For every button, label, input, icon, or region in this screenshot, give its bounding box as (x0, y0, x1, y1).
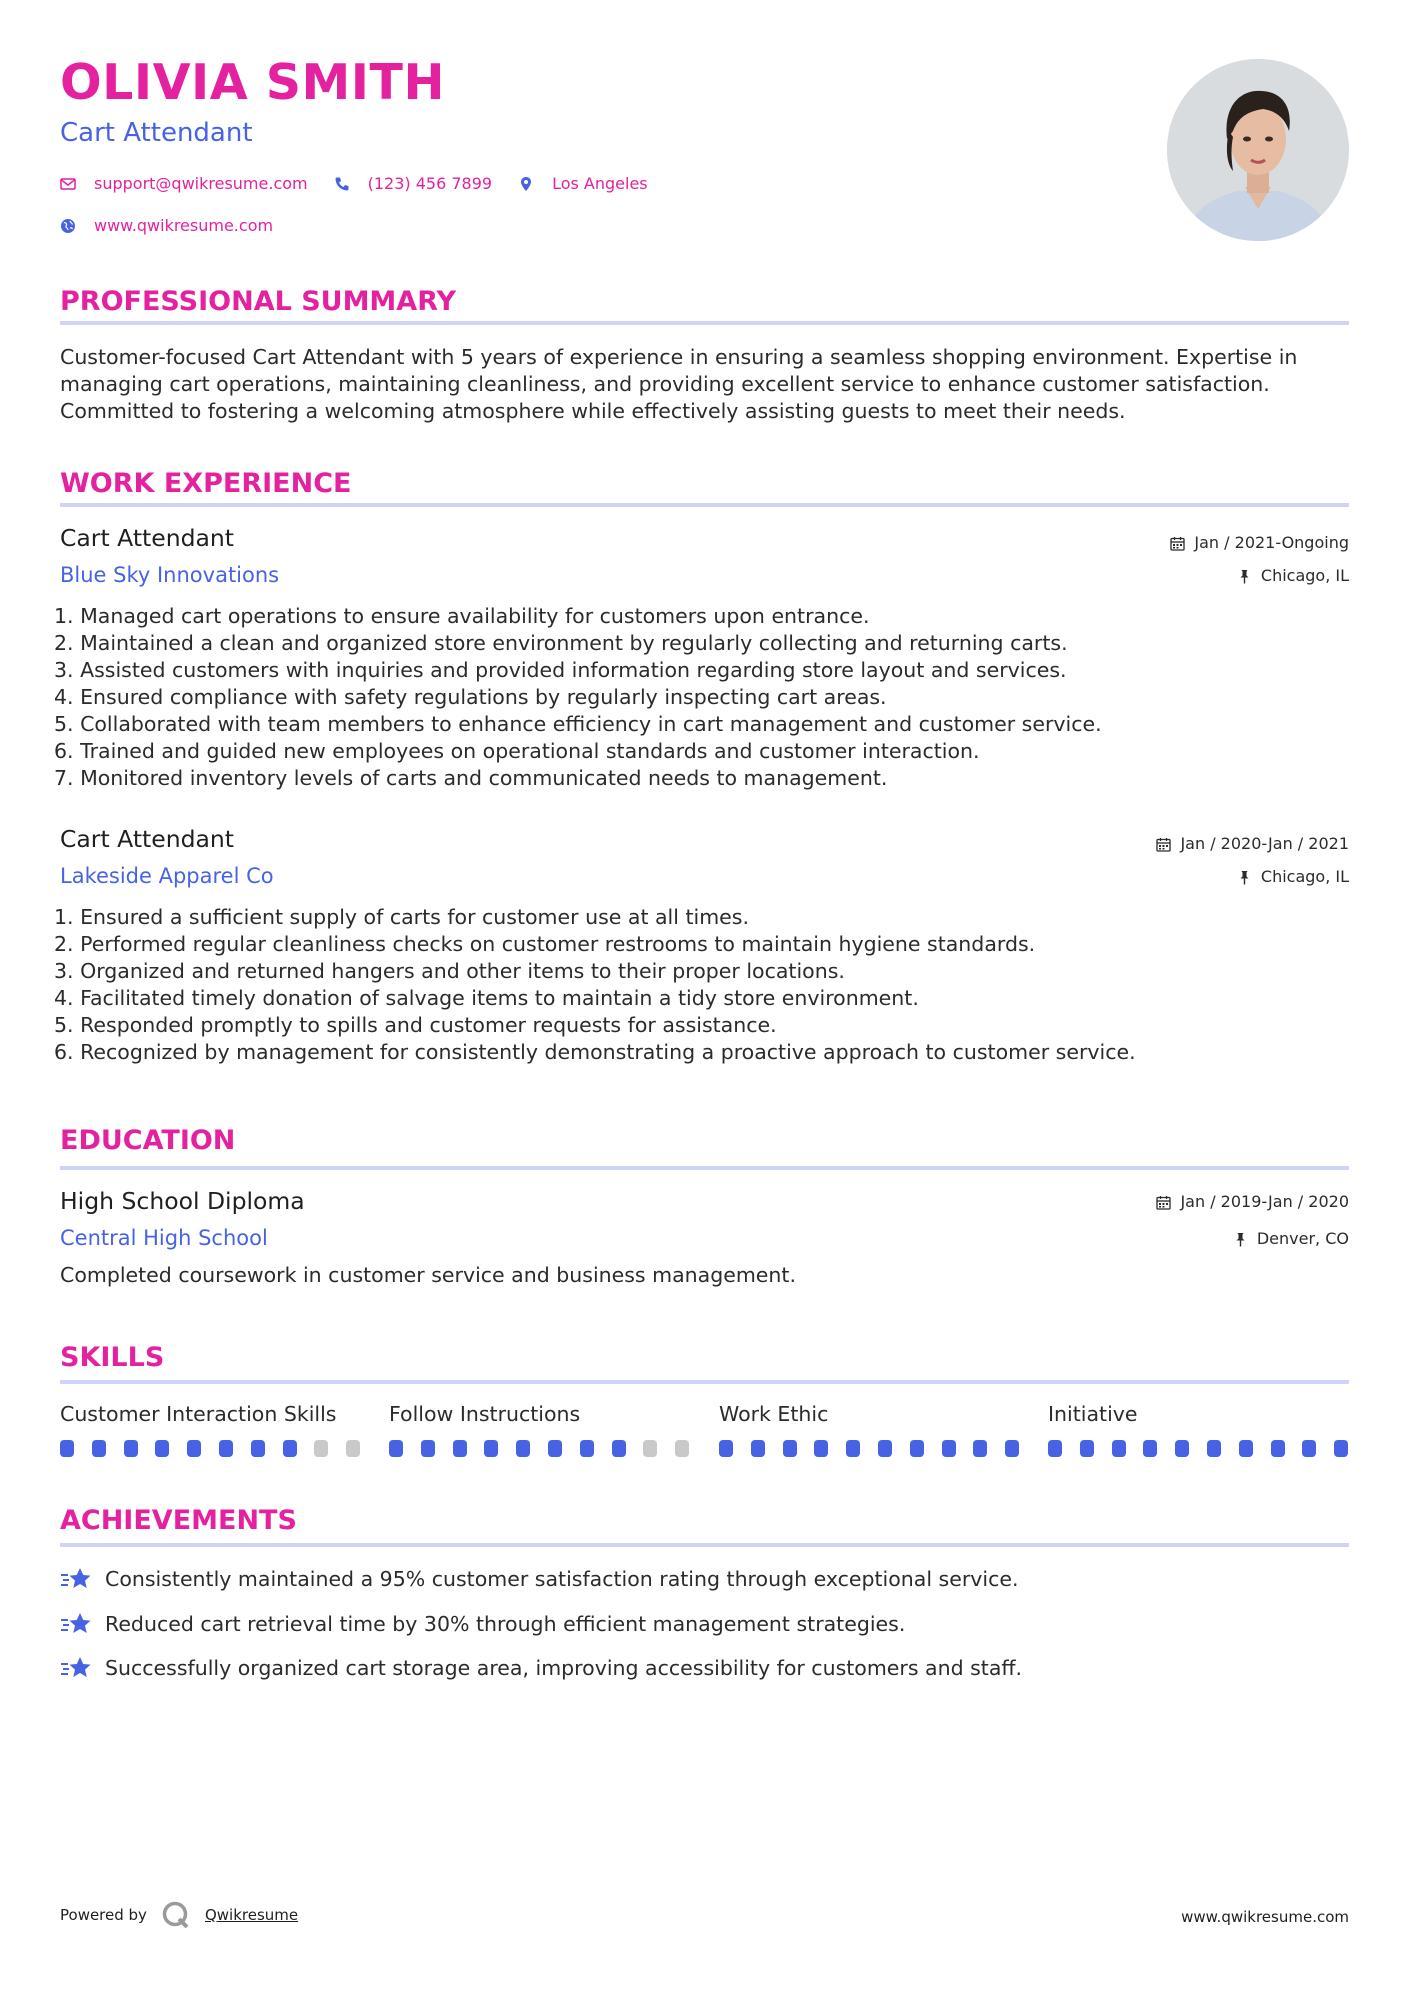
list-item: 5. Collaborated with team members to enhance efficiency in cart management and customer service. (54, 712, 1102, 736)
rating-dot-filled (1207, 1440, 1221, 1457)
skill-rating (1048, 1440, 1366, 1457)
skill-item (60, 1404, 360, 1425)
skill-item (1048, 1404, 1348, 1425)
achievements-heading: ACHIEVEMENTS (60, 1505, 297, 1536)
summary-line: Committed to fostering a welcoming atmosphere while effectively assisting guests to meet their needs. (60, 399, 1126, 423)
experience-heading: WORK EXPERIENCE (60, 468, 352, 499)
job-dates-text: Jan / 2020-Jan / 2021 (1180, 834, 1349, 853)
footer-powered-by (60, 1900, 298, 1930)
star-badge-icon (60, 1655, 92, 1681)
contact-row (60, 174, 674, 193)
summary-text (60, 344, 1355, 425)
brand-link[interactable]: Qwikresume (204, 1906, 299, 1924)
education-location (1233, 1231, 1349, 1247)
job-company: Blue Sky Innovations (60, 563, 280, 587)
star-badge-icon (60, 1566, 92, 1592)
profile-photo (1167, 59, 1349, 241)
rating-dot-filled (1302, 1440, 1316, 1457)
rating-dot-filled (783, 1440, 797, 1457)
rating-dot-filled (1239, 1440, 1253, 1457)
rating-dot-filled (60, 1440, 74, 1457)
website-text: www.qwikresume.com (94, 216, 274, 235)
contact-location (518, 174, 648, 193)
job-dates (1156, 836, 1349, 852)
school-name: Central High School (60, 1226, 268, 1250)
rating-dot-filled (1271, 1440, 1285, 1457)
rating-dot-filled (719, 1440, 733, 1457)
skill-rating (389, 1440, 707, 1457)
candidate-role: Cart Attendant (60, 118, 253, 148)
rating-dot-filled (389, 1440, 403, 1457)
rating-dot-filled (910, 1440, 924, 1457)
achievement-item (60, 1655, 1022, 1681)
rating-dot-filled (846, 1440, 860, 1457)
rating-dot-empty (314, 1440, 328, 1457)
achievement-text: Reduced cart retrieval time by 30% through efficient management strategies. (105, 1612, 906, 1636)
rating-dot-filled (814, 1440, 828, 1457)
envelope-icon (60, 176, 76, 192)
list-item: 3. Assisted customers with inquiries and provided information regarding store layout and services. (54, 658, 1067, 682)
skills-heading: SKILLS (60, 1342, 165, 1373)
list-item: 4. Ensured compliance with safety regulations by regularly inspecting cart areas. (54, 685, 887, 709)
education-dates (1156, 1194, 1349, 1210)
phone-text: (123) 456 7899 (367, 174, 493, 193)
experience-divider (60, 503, 1349, 507)
rating-dot-filled (421, 1440, 435, 1457)
calendar-icon (1170, 536, 1185, 551)
qwikresume-logo-icon (161, 1900, 191, 1930)
candidate-name: OLIVIA SMITH (60, 54, 445, 111)
job-title: Cart Attendant (60, 524, 235, 552)
rating-dot-filled (548, 1440, 562, 1457)
job-location (1237, 568, 1349, 584)
job-dates (1170, 535, 1349, 551)
summary-line: Customer-focused Cart Attendant with 5 years of experience in ensuring a seamless shopping environment. Expertise in (60, 345, 1298, 369)
list-item: 2. Maintained a clean and organized store environment by regularly collecting and returning carts. (54, 631, 1068, 655)
degree-title: High School Diploma (60, 1187, 305, 1215)
achievements-divider (60, 1543, 1349, 1547)
rating-dot-filled (1080, 1440, 1094, 1457)
rating-dot-filled (251, 1440, 265, 1457)
rating-dot-filled (516, 1440, 530, 1457)
education-heading: EDUCATION (60, 1125, 236, 1156)
location-text: Los Angeles (552, 174, 648, 193)
rating-dot-filled (124, 1440, 138, 1457)
contact-email[interactable] (60, 174, 308, 193)
summary-heading: PROFESSIONAL SUMMARY (60, 286, 457, 317)
rating-dot-filled (580, 1440, 594, 1457)
summary-divider (60, 321, 1349, 325)
skill-name: Customer Interaction Skills (60, 1402, 337, 1426)
rating-dot-filled (1143, 1440, 1157, 1457)
pushpin-icon (1237, 870, 1252, 885)
pushpin-icon (1237, 569, 1252, 584)
skill-name: Work Ethic (719, 1402, 829, 1426)
email-text: support@qwikresume.com (94, 174, 308, 193)
job-title: Cart Attendant (60, 825, 235, 853)
skill-item (719, 1404, 1019, 1425)
summary-line: managing cart operations, maintaining cleanliness, and providing excellent service to enhance customer satisfaction. (60, 372, 1270, 396)
rating-dot-filled (1048, 1440, 1062, 1457)
rating-dot-filled (751, 1440, 765, 1457)
rating-dot-filled (1112, 1440, 1126, 1457)
rating-dot-filled (612, 1440, 626, 1457)
pushpin-icon (1233, 1232, 1248, 1247)
rating-dot-filled (283, 1440, 297, 1457)
education-location-text: Denver, CO (1256, 1229, 1349, 1248)
rating-dot-filled (878, 1440, 892, 1457)
rating-dot-filled (1005, 1440, 1019, 1457)
job-company: Lakeside Apparel Co (60, 864, 274, 888)
rating-dot-empty (346, 1440, 360, 1457)
rating-dot-filled (453, 1440, 467, 1457)
contact-phone[interactable] (334, 174, 492, 193)
education-description: Completed coursework in customer service and business management. (60, 1263, 796, 1287)
calendar-icon (1156, 1195, 1171, 1210)
list-item: 1. Managed cart operations to ensure availability for customers upon entrance. (54, 604, 870, 628)
job-bullets (54, 603, 1102, 792)
profile-photo-illustration (1167, 59, 1349, 241)
list-item: 6. Trained and guided new employees on operational standards and customer interaction. (54, 739, 980, 763)
list-item: 4. Facilitated timely donation of salvage items to maintain a tidy store environment. (54, 986, 919, 1010)
job-location-text: Chicago, IL (1260, 566, 1349, 585)
job-dates-text: Jan / 2021-Ongoing (1194, 533, 1349, 552)
skill-rating (60, 1440, 378, 1457)
list-item: 5. Responded promptly to spills and customer requests for assistance. (54, 1013, 777, 1037)
rating-dot-empty (675, 1440, 689, 1457)
rating-dot-filled (484, 1440, 498, 1457)
skill-name: Initiative (1048, 1402, 1138, 1426)
star-badge-icon (60, 1611, 92, 1637)
list-item: 7. Monitored inventory levels of carts and communicated needs to management. (54, 766, 888, 790)
list-item: 6. Recognized by management for consistently demonstrating a proactive approach to customer service. (54, 1040, 1136, 1064)
skill-rating (719, 1440, 1037, 1457)
contact-row-2 (60, 216, 299, 235)
map-pin-icon (518, 176, 534, 192)
skill-item (389, 1404, 689, 1425)
achievement-item (60, 1566, 1019, 1592)
education-divider (60, 1166, 1349, 1170)
phone-icon (334, 176, 350, 192)
job-location-text: Chicago, IL (1260, 867, 1349, 886)
rating-dot-filled (1334, 1440, 1348, 1457)
skills-divider (60, 1380, 1349, 1384)
list-item: 3. Organized and returned hangers and other items to their proper locations. (54, 959, 845, 983)
achievement-item (60, 1611, 905, 1637)
rating-dot-filled (92, 1440, 106, 1457)
rating-dot-empty (643, 1440, 657, 1457)
list-item: 2. Performed regular cleanliness checks on customer restrooms to maintain hygiene standards. (54, 932, 1036, 956)
rating-dot-filled (973, 1440, 987, 1457)
footer-url[interactable]: www.qwikresume.com (1181, 1908, 1349, 1926)
globe-icon (60, 218, 76, 234)
rating-dot-filled (1175, 1440, 1189, 1457)
skill-name: Follow Instructions (389, 1402, 581, 1426)
rating-dot-filled (219, 1440, 233, 1457)
rating-dot-filled (155, 1440, 169, 1457)
job-location (1237, 869, 1349, 885)
rating-dot-filled (187, 1440, 201, 1457)
list-item: 1. Ensured a sufficient supply of carts for customer use at all times. (54, 905, 749, 929)
contact-website[interactable] (60, 216, 273, 235)
powered-by-label: Powered by (60, 1906, 147, 1924)
calendar-icon (1156, 837, 1171, 852)
education-dates-text: Jan / 2019-Jan / 2020 (1180, 1192, 1349, 1211)
achievement-text: Successfully organized cart storage area, improving accessibility for customers and staff. (105, 1656, 1023, 1680)
achievement-text: Consistently maintained a 95% customer satisfaction rating through exceptional service. (105, 1567, 1019, 1591)
rating-dot-filled (942, 1440, 956, 1457)
job-bullets (54, 904, 1136, 1066)
